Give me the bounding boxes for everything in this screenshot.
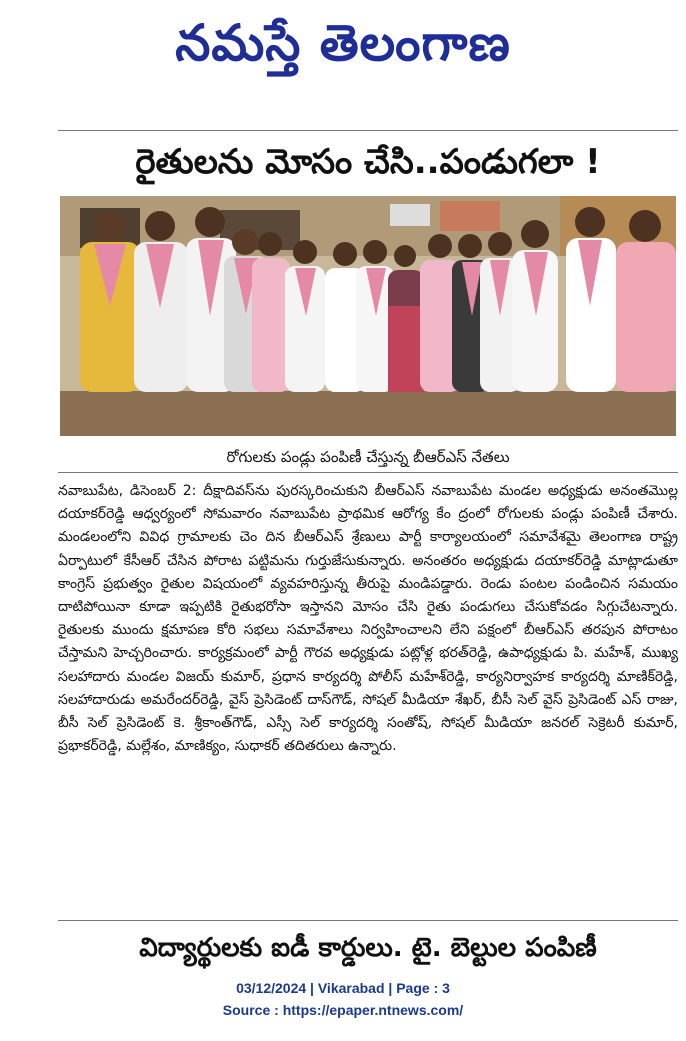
group-photo-illustration	[60, 196, 676, 436]
photo-caption: రోగులకు పండ్లు పంపిణీ చేస్తున్న బీఆర్ఎస్ నేతలు	[226, 448, 510, 466]
newspaper-masthead: నమస్తే తెలంగాణ	[175, 14, 511, 72]
headline-top-rule	[58, 130, 678, 131]
edition-line: 03/12/2024 | Vikarabad | Page : 3	[236, 980, 450, 996]
subhead-top-rule	[58, 920, 678, 921]
news-photo	[60, 196, 676, 436]
source-line: Source : https://epaper.ntnews.com/	[222, 1002, 464, 1018]
secondary-headline: విద్యార్థులకు ఐడీ కార్డులు. టై. బెల్టుల పంపిణీ	[139, 933, 597, 963]
article-headline: రైతులను మోసం చేసి..పండుగలా !	[135, 142, 601, 182]
caption-rule	[58, 472, 678, 473]
article-body: నవాబుపేట, డిసెంబర్ 2: దీక్షాదివస్‌ను పురస్కరించుకుని బీఆర్ఎస్ నవాబుపేట మండల అధ్యక్షుడు అనంతమొల్ల దయాకర్‌రెడ్డి ఆధ్వర్యంలో సోమవారం నవాబుపేట ప్రాథమిక ఆరోగ్య కేం ద్రంలో రోగులకు పండ్లు పంపిణీ చేశారు. మండలంలోని వివిధ గ్రామాలకు చెం దిన బీఆర్ఎస్ శ్రేణులు పార్టీ కార్యాలయంలో సమావేశమై తెలంగాణ రాష్ట్ర ఏర్పాటులో కేసీఆర్ చేసిన పోరాట పట్టిమను గుర్తుజేసుకున్నారు. అనంతరం అధ్యక్షుడు దయాకర్‌రెడ్డి మాట్లాడుతూ కాంగ్రెస్ ప్రభుత్వం రైతుల విషయంలో వ్యవహరిస్తున్న తీరుపై మండిపడ్డారు. రెండు పంటల పండించిన సమయం దాటిపోయినా కూడా ఇప్పటికి రైతుభరోసా ఇస్తానని మోసం చేసి రైతు పండుగలు చేసుకోవడం సిగ్గుచేటన్నారు. రైతులకు ముందు క్షమాపణ కోరి సభలు సమావేశాలు నిర్వహించాలని లేని పక్షంలో బీఆర్ఎస్ తరపున పోరాటం చేస్తామని హెచ్చరించారు. కార్యక్రమంలో పార్టీ గౌరవ అధ్యక్షుడు పట్లోళ్ల భరత్‌రెడ్డి, ఉపాధ్యక్షుడు పి. మహేశ్, ముఖ్య సలహాదారు మండల విజయ్ కుమార్, ప్రధాన కార్యదర్శి పోలీస్ మహేశ్‌రెడ్డి, కార్యనిర్వాహక కార్యదర్శి మాణిక్‌రెడ్డి, సలహాదారుడు అమరేందర్‌రెడ్డి, వైస్ ప్రెసిడెంట్ దాస్‌గౌడ్, సోషల్ మీడియా శేఖర్, బీసీ సెల్ వైస్ ప్రెసిడెంట్ ఎస్ రాజు, బీసీ సెల్ ప్రెసిడెంట్ కె. శ్రీకాంత్‌గౌడ్, ఎస్సీ సెల్ కార్యదర్శి సంతోష్, సోషల్ మీడియా జనరల్ సెక్రెటరీ కుమార్, ప్రభాకర్‌రెడ్డి, మల్లేశం, మాణిక్యం, సుధాకర్ తదితరులు ఉన్నారు.	[58, 483, 678, 755]
